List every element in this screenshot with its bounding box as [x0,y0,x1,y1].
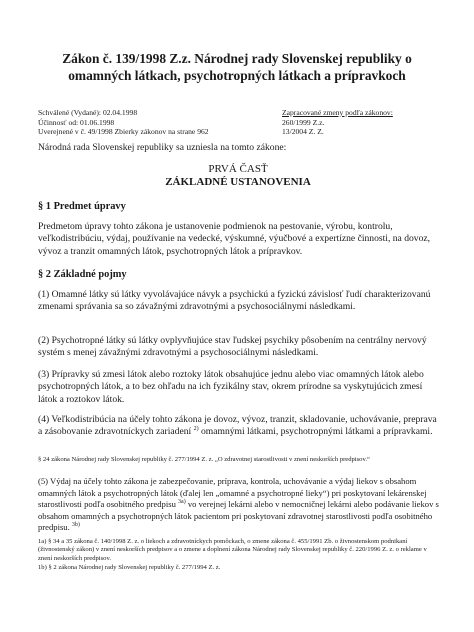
footnote-ref[interactable]: 2) [193,426,199,433]
effective-date: Účinnosť od: 01.06.1998 [38,117,115,127]
amendments-info [282,108,442,137]
paragraph-1: (1) Omamné látky sú látky vyvolávajúce návyk a psychickú a fyzickú závislosť ľudí charakterizovanú zmenami správania sa so závažnými zdravotnými a psychosociálnymi následkami. [38,289,431,313]
section-2-heading: § 2 Základné pojmy [38,269,127,280]
section-1-heading: § 1 Predmet úpravy [38,201,126,212]
part-title: PRVÁ ČASŤ [208,163,268,175]
footnote-ref[interactable]: 3b) [71,522,80,529]
footnote-ref[interactable]: 3a) [178,499,186,506]
section-1-text: Predmetom úpravy tohto zákona je ustanovenie podmienok na pestovanie, výrobu, kontrolu, veľkodistribúciu, výdaj, používanie na vedecké, výskumné, výučbové a expertízne činnosti, na dovoz, vývoz a tranzit omamných látok, psychotropných látok a prípravkov. [38,221,431,257]
part-subtitle: ZÁKLADNÉ USTANOVENIA [165,176,311,188]
amendment-item[interactable]: 13/2004 Z. Z. [282,127,324,137]
published-in: Uverejnené v č. 49/1998 Zbierky zákonov na strane 962 [38,127,209,137]
footnote-1b: 1b) § 2 zákona Národnej rady Slovenskej republiky č. 277/1994 Z. z. [38,564,221,571]
intro-text: Národná rada Slovenskej republiky sa uzniesla na tomto zákone: [38,142,287,153]
paragraph-2: (2) Psychotropné látky sú látky ovplyvňujúce stav ľudskej psychiky pôsobením na centrálny nervový systém s menej závažnými zdravotnými a psychosociálnymi následkami. [38,335,427,359]
paragraph-5-start: (5) Výdaj na účely tohto zákona je zabezpečovanie, príprava, kontrola, uchovávanie a výdaj liekov s obsahom omamných látok a psychotropných látok (ďalej len „omamné a psychotropné lieky“) pri poskytovaní lekárenskej starostlivosti podľa osobitného predpisu [38,476,427,510]
approved-date: Schválené (Vydané): 02.04.1998 [38,108,138,117]
paragraph-4 [38,414,442,439]
footnote-2: § 24 zákona Národnej rady Slovenskej republiky č. 277/1994 Z. z. „O zdravotnej starostlivosti v znení neskorších predpisov.“ [38,456,370,463]
amendment-item[interactable]: 260/1999 Z.z. [282,117,325,127]
paragraph-5-middle: vo verejnej lekárni alebo v nemocničnej lekárni alebo podávanie liekov s obsahom omamných a psychotropných látok pacientom pri poskytovaní zdravotnej starostlivosti podľa osobitného predpisu. [38,499,439,533]
publication-info [38,108,268,137]
paragraph-3: (3) Prípravky sú zmesi látok alebo roztoky látok obsahujúce jednu alebo viac omamných látok alebo psychotropných látok, a to bez ohľadu na ich fyzikálny stav, okrem prírodne sa vyskytujúcich zmesí látok a roztokov látok. [38,369,424,405]
footnote-1a: 1a) § 34 a 35 zákona č. 140/1998 Z. z. o liekoch a zdravotníckych pomôckach, o zmene zákona č. 455/1991 Zb. o živnostenskom podnikaní (živnostenský zákon) v znení neskorších predpisov a o zmene a doplnení zákona Národnej rady Slovenskej republiky č. 220/1996 Z. z. o reklame v znení neskorších predpisov. [38,538,427,562]
paragraph-4-end: omamnými látkami, psychotropnými látkami a prípravkami. [198,426,433,438]
amendments-header[interactable]: Zapracované zmeny podľa zákonov: [282,108,393,117]
paragraph-5 [38,476,442,534]
paragraph-4-start: (4) Veľkodistribúcia na účely tohto zákona je dovoz, vývoz, tranzit, skladovanie, uchovávanie, preprava a zásobovanie zdravotníckych zariadení [38,414,437,438]
document-title: Zákon č. 139/1998 Z.z. Národnej rady Slovenskej republiky o omamných látkach, psychotropných látkach a prípravkoch [62,51,412,83]
